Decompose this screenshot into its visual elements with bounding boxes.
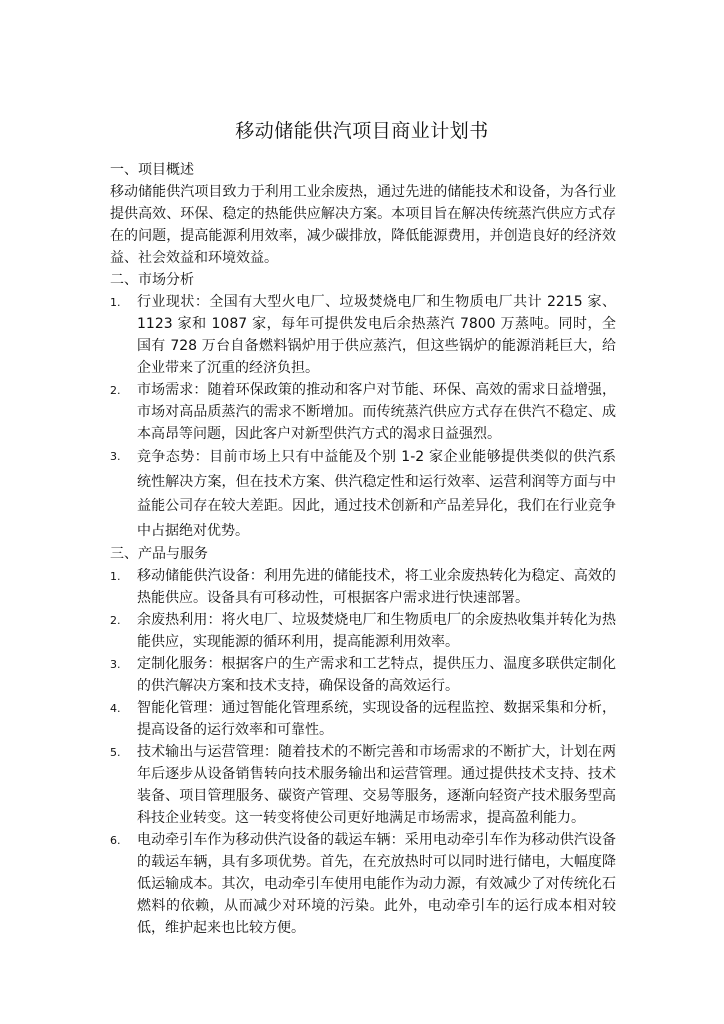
numbered-list [110, 565, 616, 939]
list-item-text: 竞争态势：目前市场上只有中益能及个别 1-2 家企业能够提供类似的供汽系统性解决方案，但在技术方案、供汽稳定性和运行效率、运营利润等方面与中益能公司存在较大差距。因此，通过技术创新和产品差异化，我们在行业竞争中占据绝对优势。 [137, 449, 616, 539]
list-item [110, 697, 616, 741]
list-item-number: 5. [110, 746, 121, 759]
list-item-number: 3. [110, 658, 121, 671]
section-overview [110, 159, 616, 269]
list-item-number: 1. [110, 570, 121, 583]
list-item-text: 余废热利用：将火电厂、垃圾焚烧电厂和生物质电厂的余废热收集并转化为热能供应，实现能源的循环利用，提高能源利用效率。 [137, 612, 616, 650]
document-title: 移动储能供汽项目商业计划书 [235, 120, 489, 142]
document-body [110, 159, 616, 939]
list-item-number: 3. [110, 450, 121, 463]
section-paragraph: 移动储能供汽项目致力于利用工业余废热，通过先进的储能技术和设备，为各行业提供高效、环保、稳定的热能供应解决方案。本项目旨在解决传统蒸汽供应方式存在的问题，提高能源利用效率，减少碳排放，降低能源费用，并创造良好的经济效益、社会效益和环境效益。 [110, 184, 616, 266]
section-heading: 三、产品与服务 [110, 546, 208, 562]
list-item-number: 4. [110, 702, 121, 715]
list-item [110, 291, 616, 379]
list-item-text: 技术输出与运营管理：随着技术的不断完善和市场需求的不断扩大，计划在两年后逐步从设备销售转向技术服务输出和运营管理。通过提供技术支持、技术装备、项目管理服务、碳资产管理、交易等服务，逐渐向轻资产技术服务型高科技企业转变。这一转变将使公司更好地满足市场需求，提高盈利能力。 [137, 744, 616, 826]
section-market-analysis [110, 269, 616, 543]
section-heading: 一、项目概述 [110, 162, 194, 178]
section-heading: 二、市场分析 [110, 272, 194, 288]
list-item-number: 6. [110, 834, 121, 847]
list-item [110, 741, 616, 829]
list-item-number: 2. [110, 384, 121, 397]
list-item [110, 445, 616, 543]
list-item-text: 定制化服务：根据客户的生产需求和工艺特点，提供压力、温度多联供定制化的供汽解决方案和技术支持，确保设备的高效运行。 [137, 656, 616, 694]
list-item-text: 电动牵引车作为移动供汽设备的载运车辆：采用电动牵引车作为移动供汽设备的载运车辆，具有多项优势。首先，在充放热时可以同时进行储电，大幅度降低运输成本。其次，电动牵引车使用电能作为动力源，有效减少了对传统化石燃料的依赖，从而减少对环境的污染。此外，电动牵引车的运行成本相对较低，维护起来也比较方便。 [137, 832, 616, 936]
list-item [110, 829, 616, 939]
list-item [110, 653, 616, 697]
list-item-text: 市场需求：随着环保政策的推动和客户对节能、环保、高效的需求日益增强，市场对高品质蒸汽的需求不断增加。而传统蒸汽供应方式存在供汽不稳定、成本高昂等问题，因此客户对新型供汽方式的渴求日益强烈。 [137, 382, 616, 442]
list-item-number: 1. [110, 296, 121, 309]
list-item-text: 移动储能供汽设备：利用先进的储能技术，将工业余废热转化为稳定、高效的热能供应。设备具有可移动性，可根据客户需求进行快速部署。 [137, 568, 616, 606]
list-item-text: 行业现状：全国有大型火电厂、垃圾焚烧电厂和生物质电厂共计 2215 家、1123 家和 1087 家，每年可提供发电后余热蒸汽 7800 万蒸吨。同时，全国有 728 万台自备燃料锅炉用于供应蒸汽，但这些锅炉的能源消耗巨大，给企业带来了沉重的经济负担。 [137, 294, 616, 376]
list-item [110, 609, 616, 653]
list-item-text: 智能化管理：通过智能化管理系统，实现设备的远程监控、数据采集和分析，提高设备的运行效率和可靠性。 [137, 700, 616, 738]
list-item-number: 2. [110, 614, 121, 627]
section-products-services [110, 543, 616, 939]
list-item [110, 565, 616, 609]
list-item [110, 379, 616, 445]
numbered-list [110, 291, 616, 543]
